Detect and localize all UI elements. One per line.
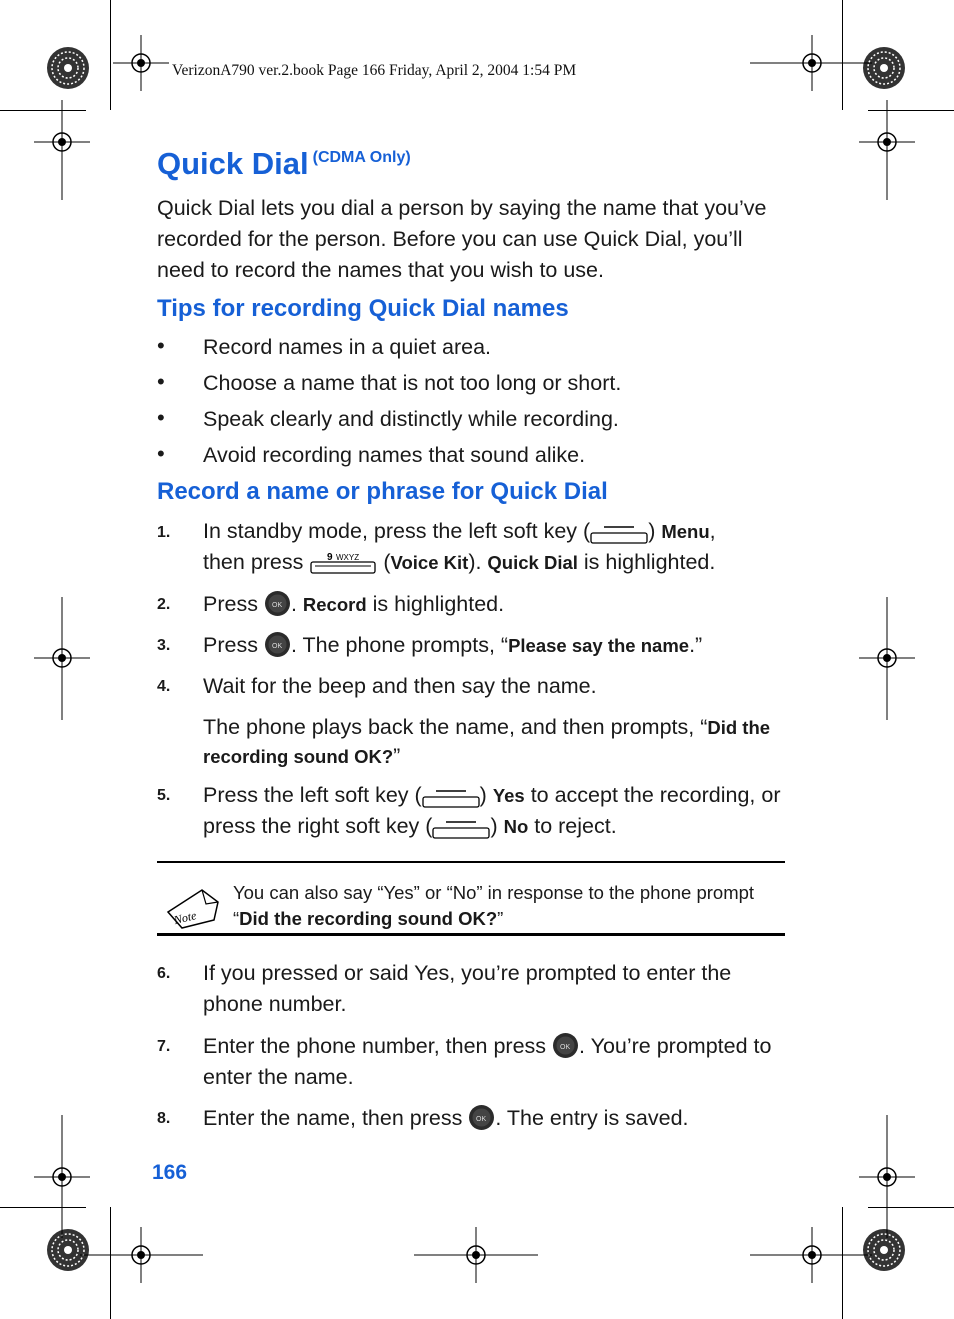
step-4-followup (203, 713, 793, 771)
step-3-text (203, 630, 793, 661)
step-text: ) (648, 519, 662, 543)
note-icon-label: Note (172, 908, 198, 928)
note-prompt: Did the recording sound OK? (239, 908, 498, 929)
step-text: Enter the name, then press (203, 1106, 469, 1130)
left-softkey-icon (590, 522, 648, 544)
step-text: to reject. (528, 814, 617, 838)
step-text: Press (203, 592, 264, 616)
step-7-text (203, 1031, 793, 1093)
step-6-text: If you pressed or said Yes, you’re prompted to enter the phone number. (203, 961, 732, 1016)
step-number: 1. (157, 524, 171, 541)
note-text (233, 880, 773, 932)
step-text: ( (377, 550, 391, 574)
step-text: is highlighted. (366, 592, 505, 616)
tips-item: Choose a name that is not too long or short. (203, 371, 622, 395)
record-heading: Record a name or phrase for Quick Dial (157, 478, 608, 505)
ok-key-label: OK (271, 643, 283, 650)
note-bottom-rule (157, 933, 785, 936)
title-qualifier: (CDMA Only) (312, 149, 411, 166)
tips-heading: Tips for recording Quick Dial names (157, 295, 569, 322)
step-text: . The phone prompts, “ (290, 633, 509, 657)
step-2-text (203, 589, 793, 620)
print-header: VerizonA790 ver.2.book Page 166 Friday, April 2, 2004 1:54 PM (172, 62, 577, 79)
starburst-mark (47, 47, 89, 89)
step-text: Enter the phone number, then press (203, 1034, 553, 1058)
record-label: Record (302, 594, 367, 615)
no-label: No (503, 816, 529, 837)
note-top-rule (157, 861, 785, 863)
step-text: Press (203, 633, 264, 657)
bullet-glyph: • (157, 441, 165, 466)
step-text: . You’re prompted to enter the name. (203, 1034, 772, 1089)
ok-button-icon (264, 590, 291, 617)
nine-key-icon (309, 549, 377, 575)
page-number: 166 (152, 1161, 188, 1184)
tips-item: Avoid recording names that sound alike. (203, 443, 586, 467)
step-1-text (203, 516, 793, 578)
step-text: then press (203, 550, 310, 574)
step-text: is highlighted. (577, 550, 716, 574)
step-text: The phone plays back the name, and then prompts, “ (203, 715, 708, 739)
ok-button-icon (264, 631, 291, 658)
step-number: 5. (157, 787, 171, 804)
title-main: Quick Dial (157, 146, 309, 181)
yes-label: Yes (492, 785, 525, 806)
step-text: to accept the recording, or press the right soft key ( (203, 783, 781, 838)
nine-key-letters: WXYZ (336, 553, 360, 562)
step-text: , (709, 519, 716, 543)
voice-kit-label: Voice Kit (390, 552, 469, 573)
bullet-glyph: • (157, 405, 165, 430)
tips-item: Speak clearly and distinctly while recording. (203, 407, 619, 431)
step-text: . (290, 592, 303, 616)
quick-dial-label: Quick Dial (487, 552, 578, 573)
step-number: 7. (157, 1038, 171, 1055)
intro-paragraph: Quick Dial lets you dial a person by saying the name that you’ve recorded for the person. Before you can use Quick Dial, you’ll need to record the names that you wish to use. (157, 196, 767, 282)
right-softkey-icon (432, 817, 490, 839)
bullet-glyph: • (157, 333, 165, 358)
step-text: ” (393, 744, 401, 768)
ok-button-icon (468, 1104, 495, 1131)
step-text: ) (479, 783, 493, 807)
nine-key-digit: 9 (327, 552, 333, 563)
step-text: ). (468, 550, 488, 574)
recording-ok-prompt: Did the recording sound OK? (203, 717, 771, 767)
step-number: 8. (157, 1110, 171, 1127)
step-text: Press the left soft key ( (203, 783, 422, 807)
tips-item: Record names in a quiet area. (203, 335, 492, 359)
step-number: 4. (157, 678, 171, 695)
crosshair-mark (113, 35, 169, 91)
page-title (157, 146, 411, 182)
ok-key-label: OK (476, 1116, 487, 1123)
step-number: 2. (157, 596, 171, 613)
ok-button-icon (552, 1032, 579, 1059)
step-text: . The entry is saved. (495, 1106, 689, 1130)
step-number: 3. (157, 637, 171, 654)
say-name-prompt: Please say the name (508, 635, 690, 656)
menu-label: Menu (661, 521, 710, 542)
step-4-text: Wait for the beep and then say the name. (203, 674, 597, 698)
starburst-mark (863, 47, 905, 89)
note-body: ” (497, 908, 504, 929)
ok-key-label: OK (271, 602, 283, 609)
note-body: You can also say “Yes” or “No” in response to the phone prompt “ (233, 882, 755, 929)
note-icon (162, 882, 224, 932)
ok-key-label: OK (560, 1044, 571, 1051)
left-softkey-icon (422, 786, 480, 808)
step-text: In standby mode, press the left soft key ( (203, 519, 591, 543)
step-text: ) (490, 814, 504, 838)
step-5-text (203, 780, 793, 842)
starburst-mark (47, 1229, 89, 1271)
step-8-text (203, 1103, 793, 1134)
step-number: 6. (157, 965, 171, 982)
starburst-mark (863, 1229, 905, 1271)
bullet-glyph: • (157, 369, 165, 394)
step-text: .” (689, 633, 703, 657)
